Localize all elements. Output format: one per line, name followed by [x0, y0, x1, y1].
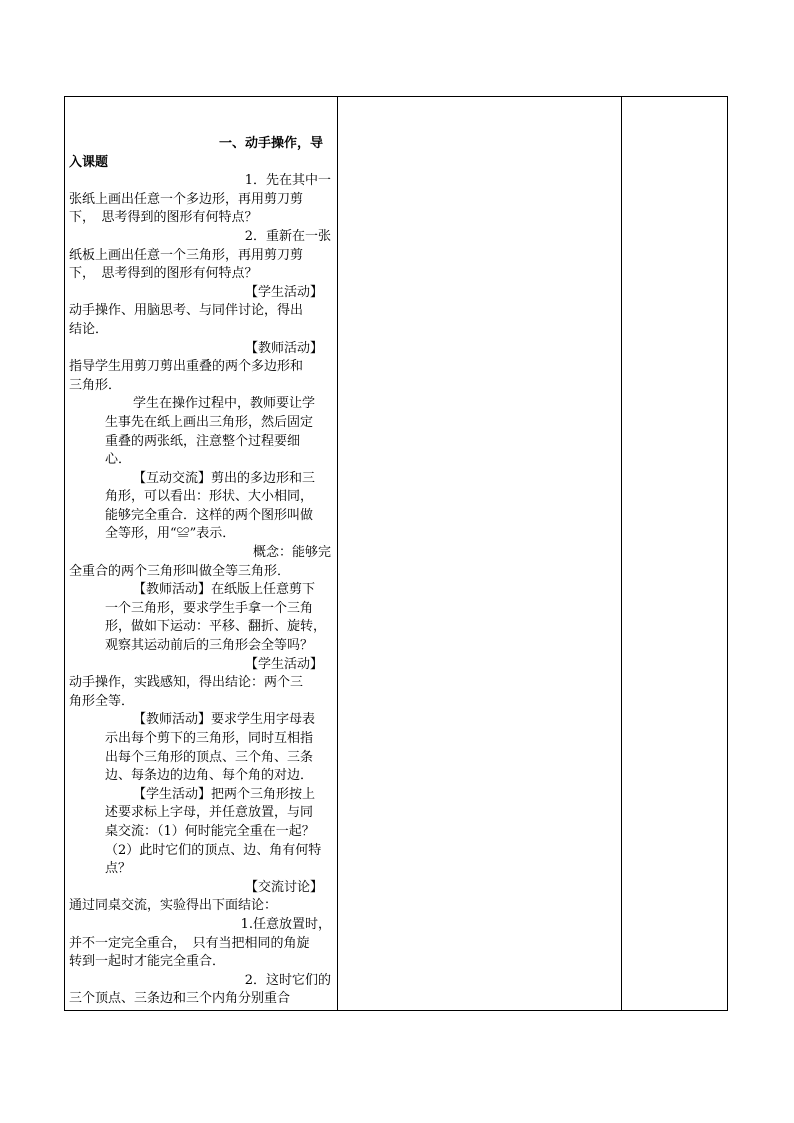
activity-text: 【教师活动】要求学生用字母表 — [133, 712, 316, 728]
conclusion-2-text: 三个顶点、三条边和三个内角分别重合 — [69, 991, 291, 1007]
activity-label: 【学生活动】 — [244, 656, 323, 672]
activity-text: 示出每个剪下的三角形，同时互相指 — [105, 731, 314, 746]
activity-text: 结论． — [69, 321, 109, 337]
teacher-note: 学生在操作过程中，教师要让学 — [133, 396, 316, 412]
conclusion-1-text: 1.任意放置时， — [240, 916, 331, 932]
teacher-note: 重叠的两张纸，注意整个过程要细 — [105, 433, 301, 449]
activity-text: 述要求标上字母，并任意放置，与同 — [105, 805, 314, 821]
activity-label: 【教师活动】 — [244, 340, 323, 356]
concept-text: 全重合的两个三角形叫做全等三角形． — [69, 563, 291, 579]
step-2-text: 2．重新在一张 — [244, 228, 331, 244]
activity-text: 桌交流：（1）何时能完全重在一起？ — [105, 823, 315, 839]
empty-cell-right — [622, 97, 727, 1010]
activity-text: 角形全等． — [69, 693, 135, 709]
activity-text: 形，做如下运动：平移、翻折、旋转， — [105, 619, 327, 635]
teacher-note: 心． — [105, 452, 132, 468]
concept-text: 概念：能够完 — [252, 545, 331, 561]
step-2-text: 下， 思考得到的图形有何特点？ — [69, 266, 258, 282]
step-1-text: 下， 思考得到的图形有何特点？ — [69, 210, 258, 226]
interaction-text: 能够完全重合．这样的两个图形叫做 — [105, 507, 314, 523]
step-1-text: 1．先在其中一 — [244, 173, 331, 189]
activity-text: 观察其运动前后的三角形会全等吗？ — [105, 638, 314, 654]
lesson-table — [64, 96, 728, 1011]
activity-text: 【学生活动】把两个三角形按上 — [133, 786, 316, 802]
interaction-text: 角形，可以看出：形状、大小相同， — [105, 489, 314, 505]
activity-label: 【交流讨论】 — [244, 879, 323, 895]
activity-text: 点？ — [105, 861, 132, 877]
activity-text: （2）此时它们的顶点、边、角有何特 — [105, 842, 322, 858]
activity-label: 【学生活动】 — [244, 284, 323, 300]
conclusion-2-text: 2．这时它们的 — [244, 972, 331, 988]
activity-text: 动手操作，实践感知，得出结论：两个三 — [69, 675, 304, 691]
lesson-content-column — [69, 135, 331, 1009]
activity-text: 三角形． — [69, 377, 122, 393]
activity-text: 一个三角形，要求学生手拿一个三角 — [105, 600, 314, 616]
conclusion-1-text: 转到一起时才能完全重合． — [69, 954, 226, 970]
step-2-text: 纸板上画出任意一个三角形，再用剪刀剪 — [69, 247, 304, 263]
discussion-text: 通过同桌交流，实验得出下面结论： — [69, 898, 278, 914]
activity-text: 动手操作、用脑思考、与同伴讨论，得出 — [69, 303, 304, 319]
interaction-text: 全等形，用“≌”表示． — [105, 526, 236, 542]
activity-text: 边、每条边的边角、每个角的对边． — [105, 768, 314, 784]
interaction-text: 【互动交流】剪出的多边形和三 — [133, 470, 316, 486]
activity-text: 【教师活动】在纸版上任意剪下 — [133, 582, 316, 598]
section-heading-cont: 入课题 — [69, 154, 109, 170]
conclusion-1-text: 并不一定完全重合， 只有当把相同的角旋 — [69, 935, 310, 951]
teacher-note: 生事先在纸上画出三角形，然后固定 — [105, 414, 314, 430]
step-1-text: 张纸上画出任意一个多边形，再用剪刀剪 — [69, 191, 304, 207]
activity-text: 出每个三角形的顶点、三个角、三条 — [105, 749, 314, 765]
section-heading: 一、动手操作，导 — [218, 136, 323, 151]
empty-cell-middle — [338, 97, 621, 1010]
activity-text: 指导学生用剪刀剪出重叠的两个多边形和 — [69, 359, 304, 375]
